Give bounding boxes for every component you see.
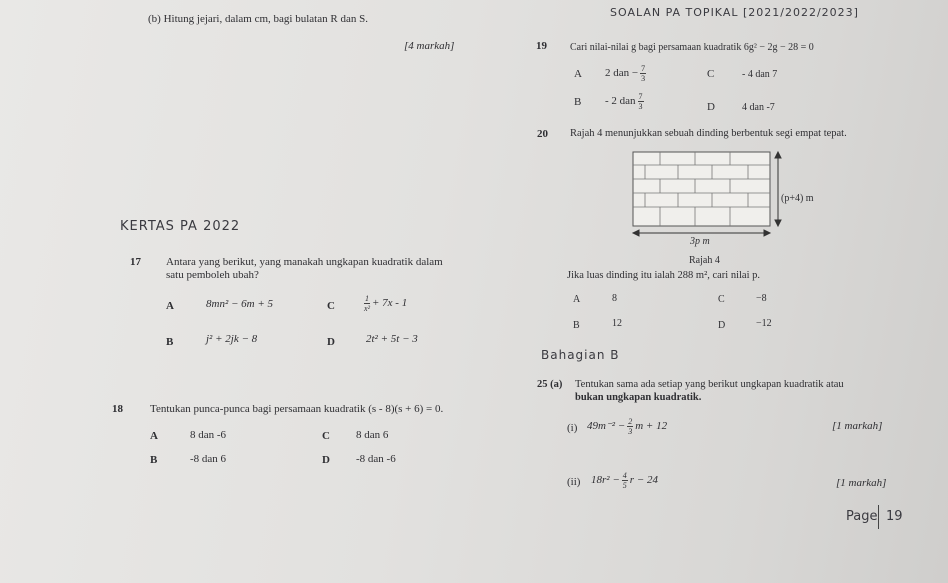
q17-option-d: 2t² + 5t − 3 [366,333,418,345]
q20-option-c: −8 [756,293,767,304]
question-18-number: 18 [112,403,123,415]
q25-part-i-post: m + 12 [635,420,668,433]
q17-option-c [362,294,407,313]
question-25a-number: 25 (a) [537,379,563,390]
q20-option-c-label: C [718,294,725,305]
q20-option-d: −12 [756,318,772,329]
question-17-text-line1: Antara yang berikut, yang manakah ungkapan kuadratik dalam [166,256,443,268]
q25-part-ii-label: (ii) [567,476,581,488]
q18-option-a: 8 dan -6 [190,429,227,441]
q20-option-a-label: A [573,294,581,305]
q17-option-c-text: + 7x - 1 [372,297,408,310]
q25-part-i-label: (i) [567,422,578,434]
q17-option-c-label: C [327,300,335,312]
q20-option-a: 8 [612,293,617,304]
q18-option-a-label: A [150,430,158,442]
q17-option-c-num: 1 [365,294,369,303]
page-header-title: SOALAN PA TOPIKAL [2021/2022/2023] [610,6,859,19]
q17-option-c-den: x² [364,304,370,313]
q25-part-i-num: 2 [628,417,633,426]
q19-option-a [605,64,648,83]
q19-option-a-num: 7 [641,64,646,73]
q18-option-b: -8 dan 6 [190,453,227,465]
question-16b-text: (b) Hitung jejari, dalam cm, bagi bulatan R dan S. [148,13,368,25]
q25-part-i-expression [587,417,667,436]
q25-part-ii-post: r − 24 [629,474,658,487]
q19-option-a-den: 3 [641,74,646,83]
q25-part-i-marks: [1 markah] [832,420,883,432]
rajah-4-caption: Rajah 4 [689,255,720,266]
q17-option-c-fraction [364,294,370,313]
q18-option-c-label: C [322,430,330,442]
q25-part-ii-expression [591,471,658,490]
q25-part-i-pre: 49m⁻² − [587,420,626,433]
q18-option-c: 8 dan 6 [356,429,389,441]
q18-option-b-label: B [150,454,158,466]
wall-outline [633,152,770,226]
question-17-number: 17 [130,256,141,268]
q20-option-b-label: B [573,320,580,331]
question-25a-text-line2: bukan ungkapan kuadratik. [575,392,702,403]
question-20-prompt: Jika luas dinding itu ialah 288 m², cari nilai p. [567,270,760,281]
page-divider [878,505,879,529]
q20-option-d-label: D [718,320,726,331]
q17-option-b-label: B [166,336,174,348]
question-18-text: Tentukan punca-punca bagi persamaan kuadratik (s - 8)(s + 6) = 0. [150,403,444,415]
kertas-title: KERTAS PA 2022 [120,219,241,234]
height-arrow [775,152,781,226]
q19-option-c: - 4 dan 7 [742,69,778,80]
q17-option-b: j² + 2jk − 8 [206,333,258,345]
q17-option-a: 8mn² − 6m + 5 [206,298,274,310]
q19-option-a-fraction [640,64,646,83]
q19-option-b [605,92,646,111]
q19-option-c-label: C [707,68,715,80]
q25-part-i-fraction [627,417,633,436]
q19-option-b-text: - 2 dan [605,95,636,108]
question-20-number: 20 [537,128,548,140]
wall-height-label: (p+4) m [781,193,814,204]
q20-option-b: 12 [612,318,622,329]
question-20-text: Rajah 4 menunjukkan sebuah dinding berbentuk segi empat tepat. [570,128,847,139]
q18-option-d-label: D [322,454,330,466]
q19-option-b-den: 3 [638,102,643,111]
q25-part-ii-num: 4 [622,471,627,480]
q25-part-i-den: 3 [628,427,633,436]
question-16b-marks: [4 markah] [404,40,455,52]
q25-part-ii-pre: 18r² − [591,474,620,487]
wall-width-label: 3p m [690,236,710,247]
q19-option-d-label: D [707,101,715,113]
page-number: 19 [886,509,903,524]
bahagian-b-title: Bahagian B [541,348,620,362]
q19-option-a-label: A [574,68,582,80]
question-17-text-line2: satu pemboleh ubah? [166,269,259,281]
q19-option-b-fraction [638,92,644,111]
q17-option-a-label: A [166,300,174,312]
page-word: Page [846,509,878,524]
q19-option-b-label: B [574,96,582,108]
q17-option-d-label: D [327,336,335,348]
q19-option-b-num: 7 [638,92,643,101]
q25-part-ii-fraction [622,471,628,490]
q19-option-a-text: 2 dan − [605,67,639,80]
question-19-number: 19 [536,40,547,52]
q19-option-d: 4 dan -7 [742,102,775,113]
q18-option-d: -8 dan -6 [356,453,396,465]
q25-part-ii-den: 5 [622,481,627,490]
q25-part-ii-marks: [1 markah] [836,477,887,489]
question-25a-text-line1: Tentukan sama ada setiap yang berikut ungkapan kuadratik atau [575,379,844,390]
question-19-text: Cari nilai-nilai g bagi persamaan kuadratik 6g² − 2g − 28 = 0 [570,42,814,53]
